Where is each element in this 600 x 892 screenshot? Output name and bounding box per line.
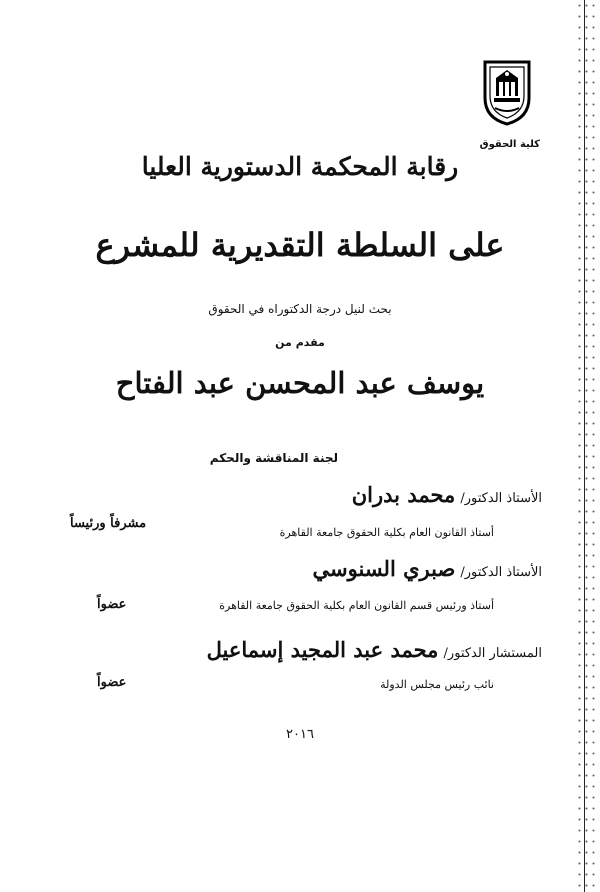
member-role: مشرفاً ورئيساً [70, 516, 147, 531]
degree-subtitle: بحث لنيل درجة الدكتوراه في الحقوق [208, 302, 392, 316]
member-description: أستاذ ورئيس قسم القانون العام بكلية الحقوق جامعة القاهرة [219, 599, 494, 612]
author-name: يوسف عبد المحسن عبد الفتاح [115, 366, 485, 400]
member-description: نائب رئيس مجلس الدولة [380, 678, 494, 691]
presented-by: مقدم من [275, 336, 325, 349]
member-title: المستشار الدكتور/ [443, 646, 542, 661]
title-line-1: رقابة المحكمة الدستورية العليا [141, 152, 459, 181]
title-line-2: على السلطة التقديرية للمشرع [95, 226, 505, 264]
member-description: أستاذ القانون العام بكلية الحقوق جامعة القاهرة [279, 526, 494, 539]
committee-member-2 [313, 556, 542, 581]
member-role: عضواً [97, 675, 127, 690]
college-name: كلية الحقوق [479, 139, 540, 150]
member-title: الأستاذ الدكتور/ [460, 491, 542, 506]
cairo-university-logo-icon [481, 58, 533, 126]
year: ٢٠١٦ [286, 727, 314, 742]
committee-member-1 [352, 482, 542, 507]
scan-edge-marks [570, 0, 600, 892]
member-name: محمد عبد المجيد إسماعيل [206, 637, 439, 662]
committee-member-3 [207, 637, 542, 662]
committee-heading: لجنة المناقشة والحكم [209, 451, 338, 465]
member-role: عضواً [97, 597, 127, 612]
member-name: صبري السنوسي [312, 556, 456, 581]
member-name: محمد بدران [351, 482, 456, 507]
member-title: الأستاذ الدكتور/ [460, 565, 542, 580]
